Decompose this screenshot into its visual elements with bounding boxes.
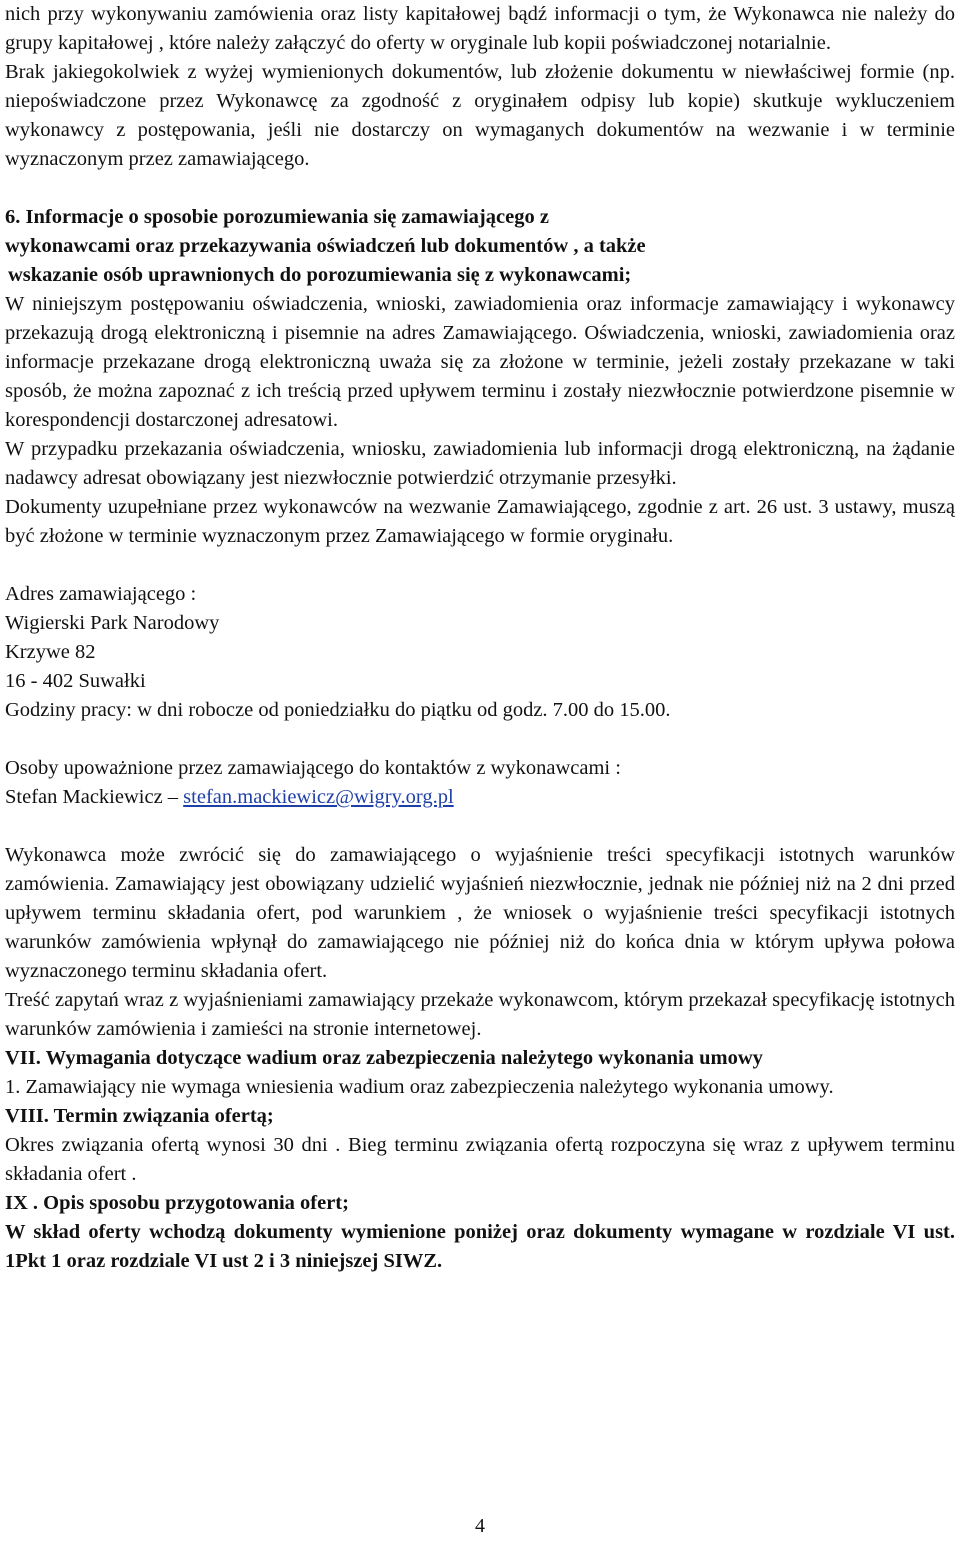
spacer — [5, 551, 955, 580]
section-9-heading: IX . Opis sposobu przygotowania ofert; — [5, 1192, 349, 1214]
contact-line — [5, 783, 955, 812]
contact-person: Stefan Mackiewicz – — [5, 786, 179, 808]
address-street: Krzywe 82 — [5, 641, 96, 663]
section-8 — [5, 1102, 955, 1189]
section-8-text: Okres związania ofertą wynosi 30 dni . Bieg terminu związania ofertą rozpoczyna się wraz z upływem terminu składania ofert . — [5, 1134, 955, 1185]
address-hours: Godziny pracy: w dni robocze od poniedziałku do piątku od godz. 7.00 do 15.00. — [5, 699, 671, 721]
address-block — [5, 580, 955, 725]
intro-paragraph-1: nich przy wykonywaniu zamówienia oraz listy kapitałowej bądź informacji o tym, że Wykonawca nie należy do grupy kapitałowej , które należy załączyć do oferty w oryginale lub kopii poświadczonej notarialnie. — [5, 3, 955, 54]
section-8-heading: VIII. Termin związania ofertą; — [5, 1105, 274, 1127]
contact-block — [5, 754, 955, 812]
spacer — [5, 725, 955, 754]
clarification-paragraph-2: Treść zapytań wraz z wyjaśnieniami zamawiający przekaże wykonawcom, którym przekazał specyfikację istotnych warunków zamówienia i zamieści na stronie internetowej. — [5, 989, 955, 1040]
section-6-heading-line-2: wykonawcami oraz przekazywania oświadczeń lub dokumentów , a także — [5, 235, 646, 257]
spacer — [5, 812, 955, 841]
section-6-paragraph-2: W przypadku przekazania oświadczenia, wniosku, zawiadomienia lub informacji drogą elektroniczną, na żądanie nadawcy adresat obowiązany jest niezwłocznie potwierdzić otrzymanie przesyłki. — [5, 438, 955, 489]
section-7 — [5, 1044, 955, 1102]
clarification-block — [5, 841, 955, 1044]
contact-label: Osoby upoważnione przez zamawiającego do kontaktów z wykonawcami : — [5, 757, 621, 779]
page-number: 4 — [475, 1515, 485, 1537]
intro-paragraph-2: Brak jakiegokolwiek z wyżej wymienionych dokumentów, lub złożenie dokumentu w niewłaściwej formie (np. niepoświadczone przez Wykonawcę za zgodność z oryginałem odpisy lub kopie) skutkuje wykluczeniem wykonawcy z postępowania, jeśli nie dostarczy on wymaganych dokumentów na wezwanie i w terminie wyznaczonym przez zamawiającego. — [5, 61, 955, 170]
spacer — [5, 174, 955, 203]
contact-email-link[interactable]: stefan.mackiewicz@wigry.org.pl — [183, 786, 454, 808]
section-6-paragraph-3: Dokumenty uzupełniane przez wykonawców na wezwanie Zamawiającego, zgodnie z art. 26 ust. 3 ustawy, muszą być złożone w terminie wyznaczonym przez Zamawiającego w formie oryginału. — [5, 496, 955, 547]
section-9-text: W skład oferty wchodzą dokumenty wymienione poniżej oraz dokumenty wymagane w rozdziale VI ust. 1Pkt 1 oraz rozdziale VI ust 2 i 3 niniejszej SIWZ. — [5, 1221, 955, 1272]
section-6-heading-line-1: 6. Informacje o sposobie porozumiewania się zamawiającego z — [5, 206, 549, 228]
address-city: 16 - 402 Suwałki — [5, 670, 146, 692]
section-6 — [5, 203, 955, 551]
section-7-text: 1. Zamawiający nie wymaga wniesienia wadium oraz zabezpieczenia należytego wykonania umowy. — [5, 1076, 834, 1098]
clarification-paragraph-1: Wykonawca może zwrócić się do zamawiającego o wyjaśnienie treści specyfikacji istotnych warunków zamówienia. Zamawiający jest obowiązany udzielić wyjaśnień niezwłocznie, jednak nie później niż na 2 dni przed upływem terminu składania ofert, pod warunkiem , że wniosek o wyjaśnienie treści specyfikacji istotnych warunków zamówienia wpłynął do zamawiającego nie później niż do końca dnia w którym upływa połowa wyznaczonego terminu składania ofert. — [5, 844, 955, 982]
address-name: Wigierski Park Narodowy — [5, 612, 220, 634]
section-7-heading: VII. Wymagania dotyczące wadium oraz zabezpieczenia należytego wykonania umowy — [5, 1047, 763, 1069]
section-6-heading-line-3: wskazanie osób uprawnionych do porozumiewania się z wykonawcami; — [8, 264, 632, 286]
section-9 — [5, 1189, 955, 1276]
section-6-paragraph-1: W niniejszym postępowaniu oświadczenia, wnioski, zawiadomienia oraz informacje zamawiający i wykonawcy przekazują drogą elektroniczną i pisemnie na adres Zamawiającego. Oświadczenia, wnioski, zawiadomienia oraz informacje przekazane drogą elektroniczną uważa się za złożone w terminie, jeżeli zostały przekazane w taki sposób, że można zapoznać z ich treścią przed upływem terminu i zostały niezwłocznie potwierdzone pisemnie w korespondencji dostarczonej adresatowi. — [5, 293, 955, 431]
address-label: Adres zamawiającego : — [5, 583, 197, 605]
